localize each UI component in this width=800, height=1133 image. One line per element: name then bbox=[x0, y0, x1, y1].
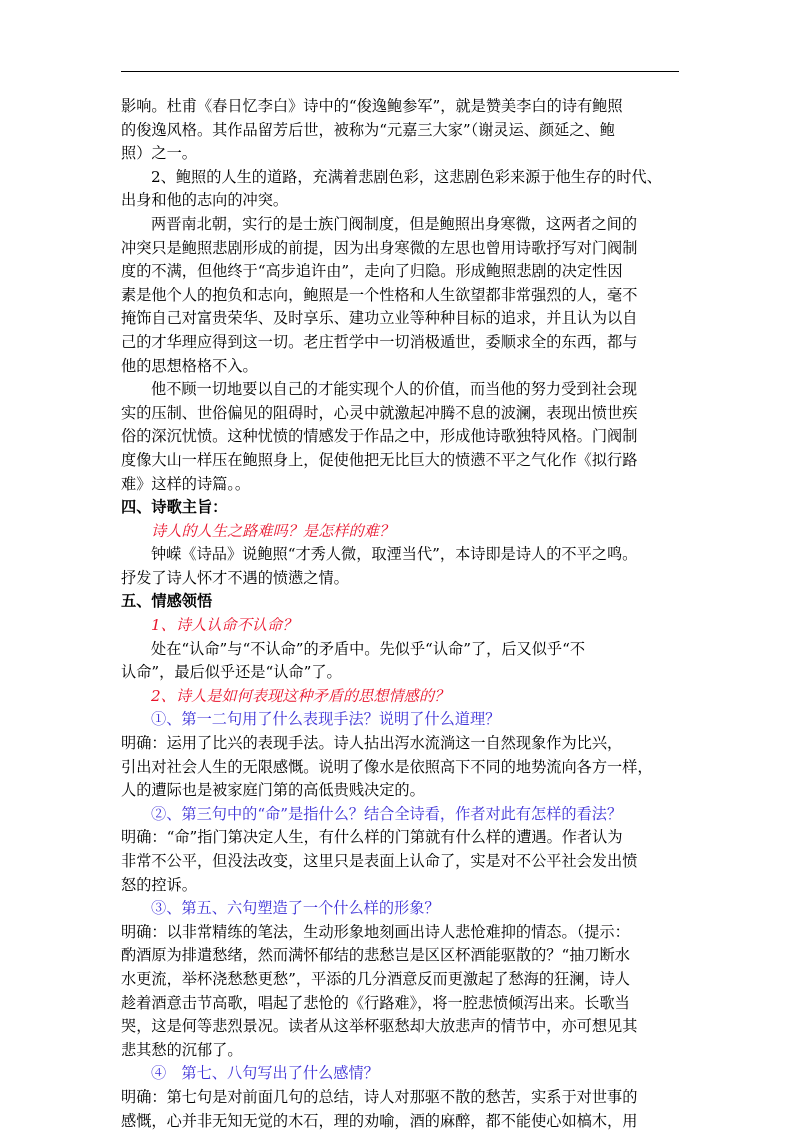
paragraph-line: 明确：运用了比兴的表现手法。诗人拈出泻水流淌这一自然现象作为比兴， bbox=[121, 734, 623, 753]
paragraph-line: 水更流，举杯浇愁愁更愁”，平添的几分酒意反而更激起了愁海的狂澜，诗人 bbox=[121, 969, 630, 988]
paragraph-line: 人的遭际也是被家庭门第的高低贵贱决定的。 bbox=[121, 781, 425, 800]
sub-question-line: ①、第一二句用了什么表现手法？说明了什么道理？ bbox=[151, 710, 501, 729]
paragraph-line: 明确：以非常精练的笔法，生动形象地刻画出诗人悲怆难抑的情态。（提示： bbox=[121, 922, 630, 941]
paragraph-line: 钟嵘《诗品》说鲍照“才秀人微，取湮当代”，本诗即是诗人的不平之鸣。 bbox=[151, 545, 638, 564]
paragraph-line: 影响。杜甫《春日忆李白》诗中的“俊逸鲍参军”，就是赞美李白的诗有鲍照 bbox=[121, 97, 623, 115]
paragraph-line: 出身和他的志向的冲突。 bbox=[121, 191, 289, 210]
paragraph-line: 引出对社会人生的无限感慨。说明了像水是依照高下不同的地势流向各方一样， bbox=[121, 757, 653, 776]
paragraph-line: 怒的控诉。 bbox=[121, 875, 197, 894]
question-line: 2、诗人是如何表现这种矛盾的思想情感的？ bbox=[151, 686, 450, 705]
paragraph-line: 冲突只是鲍照悲剧形成的前提，因为出身寒微的左思也曾用诗歌抒写对门阀制 bbox=[121, 238, 638, 257]
sub-question-line: ②、第三句中的“命”是指什么？结合全诗看，作者对此有怎样的看法？ bbox=[151, 804, 623, 823]
paragraph-line: 明确：第七句是对前面几句的总结，诗人对那驱不散的愁苦，实系于对世事的 bbox=[121, 1087, 638, 1106]
paragraph-line: 认命”，最后似乎还是“认命”了。 bbox=[121, 663, 342, 682]
question-line: 1、诗人认命不认命？ bbox=[151, 616, 298, 635]
paragraph-line: 非常不公平，但没法改变，这里只是表面上认命了，实是对不公平社会发出愤 bbox=[121, 852, 638, 870]
paragraph-line: 哭，这是何等悲烈景况。读者从这举杯驱愁却大放悲声的情节中，亦可想见其 bbox=[121, 1017, 638, 1036]
paragraph-line: 他不顾一切地要以自己的才能实现个人的价值，而当他的努力受到社会现 bbox=[151, 380, 637, 399]
document-body bbox=[121, 95, 681, 1133]
section-heading: 五、情感领悟 bbox=[121, 592, 213, 611]
paragraph-line: 明确：“命”指门第决定人生，有什么样的门第就有什么样的遭遇。作者认为 bbox=[121, 828, 623, 847]
paragraph-line: 素是他个人的抱负和志向，鲍照是一个性格和人生欲望都非常强烈的人，毫不 bbox=[121, 285, 638, 304]
sub-question-line: ④ 第七、八句写出了什么感情？ bbox=[151, 1064, 379, 1083]
paragraph-line: 两晋南北朝，实行的是士族门阀制度，但是鲍照出身寒微，这两者之间的 bbox=[151, 214, 637, 233]
paragraph-line: 抒发了诗人怀才不遇的愤懑之情。 bbox=[121, 568, 349, 587]
paragraph-line: 度像大山一样压在鲍照身上，促使他把无比巨大的愤懑不平之气化作《拟行路 bbox=[121, 450, 638, 469]
paragraph-line: 俗的深沉忧愤。这种忧愤的情感发于作品之中，形成他诗歌独特风格。门阀制 bbox=[121, 427, 638, 446]
paragraph-line: 2、鲍照的人生的道路，充满着悲剧色彩，这悲剧色彩来源于他生存的时代、 bbox=[151, 167, 662, 186]
paragraph-line: 悲其愁的沉郁了。 bbox=[121, 1040, 243, 1059]
paragraph-line: 处在“认命”与“不认命”的矛盾中。先似乎“认命”了，后又似乎“不 bbox=[151, 639, 586, 658]
paragraph-line: 照）之一。 bbox=[121, 144, 197, 163]
paragraph-line: 趁着酒意击节高歌，唱起了悲怆的《行路难》，将一腔悲愤倾泻出来。长歌当 bbox=[121, 993, 630, 1012]
section-heading: 四、诗歌主旨： bbox=[121, 498, 228, 517]
paragraph-line: 己的才华理应得到这一切。老庄哲学中一切消极遁世，委顺求全的东西，都与 bbox=[121, 332, 638, 351]
sub-question-line: ③、第五、六句塑造了一个什么样的形象？ bbox=[151, 899, 440, 918]
paragraph-line: 酌酒原为排遣愁绪，然而满怀郁结的悲愁岂是区区杯酒能驱散的？“抽刀断水 bbox=[121, 946, 630, 965]
paragraph-line: 的俊逸风格。其作品留芳后世，被称为“元嘉三大家”（谢灵运、颜延之、鲍 bbox=[121, 120, 615, 139]
paragraph-line: 度的不满，但他终于“高步追许由”，走向了归隐。形成鲍照悲剧的决定性因 bbox=[121, 262, 623, 281]
question-line: 诗人的人生之路难吗？是怎样的难？ bbox=[151, 521, 394, 540]
paragraph-line: 实的压制、世俗偏见的阻碍时，心灵中就激起冲腾不息的波澜，表现出愤世疾 bbox=[121, 403, 638, 422]
paragraph-line: 掩饰自己对富贵荣华、及时享乐、建功立业等种种目标的追求，并且认为以自 bbox=[121, 309, 638, 328]
paragraph-line: 感慨，心并非无知无觉的木石，理的劝喻，酒的麻醉，都不能使心如槁木，用 bbox=[121, 1111, 638, 1130]
paragraph-line: 难》这样的诗篇。。 bbox=[121, 474, 251, 493]
header-rule bbox=[121, 71, 679, 72]
paragraph-line: 他的思想格格不入。 bbox=[121, 356, 258, 375]
